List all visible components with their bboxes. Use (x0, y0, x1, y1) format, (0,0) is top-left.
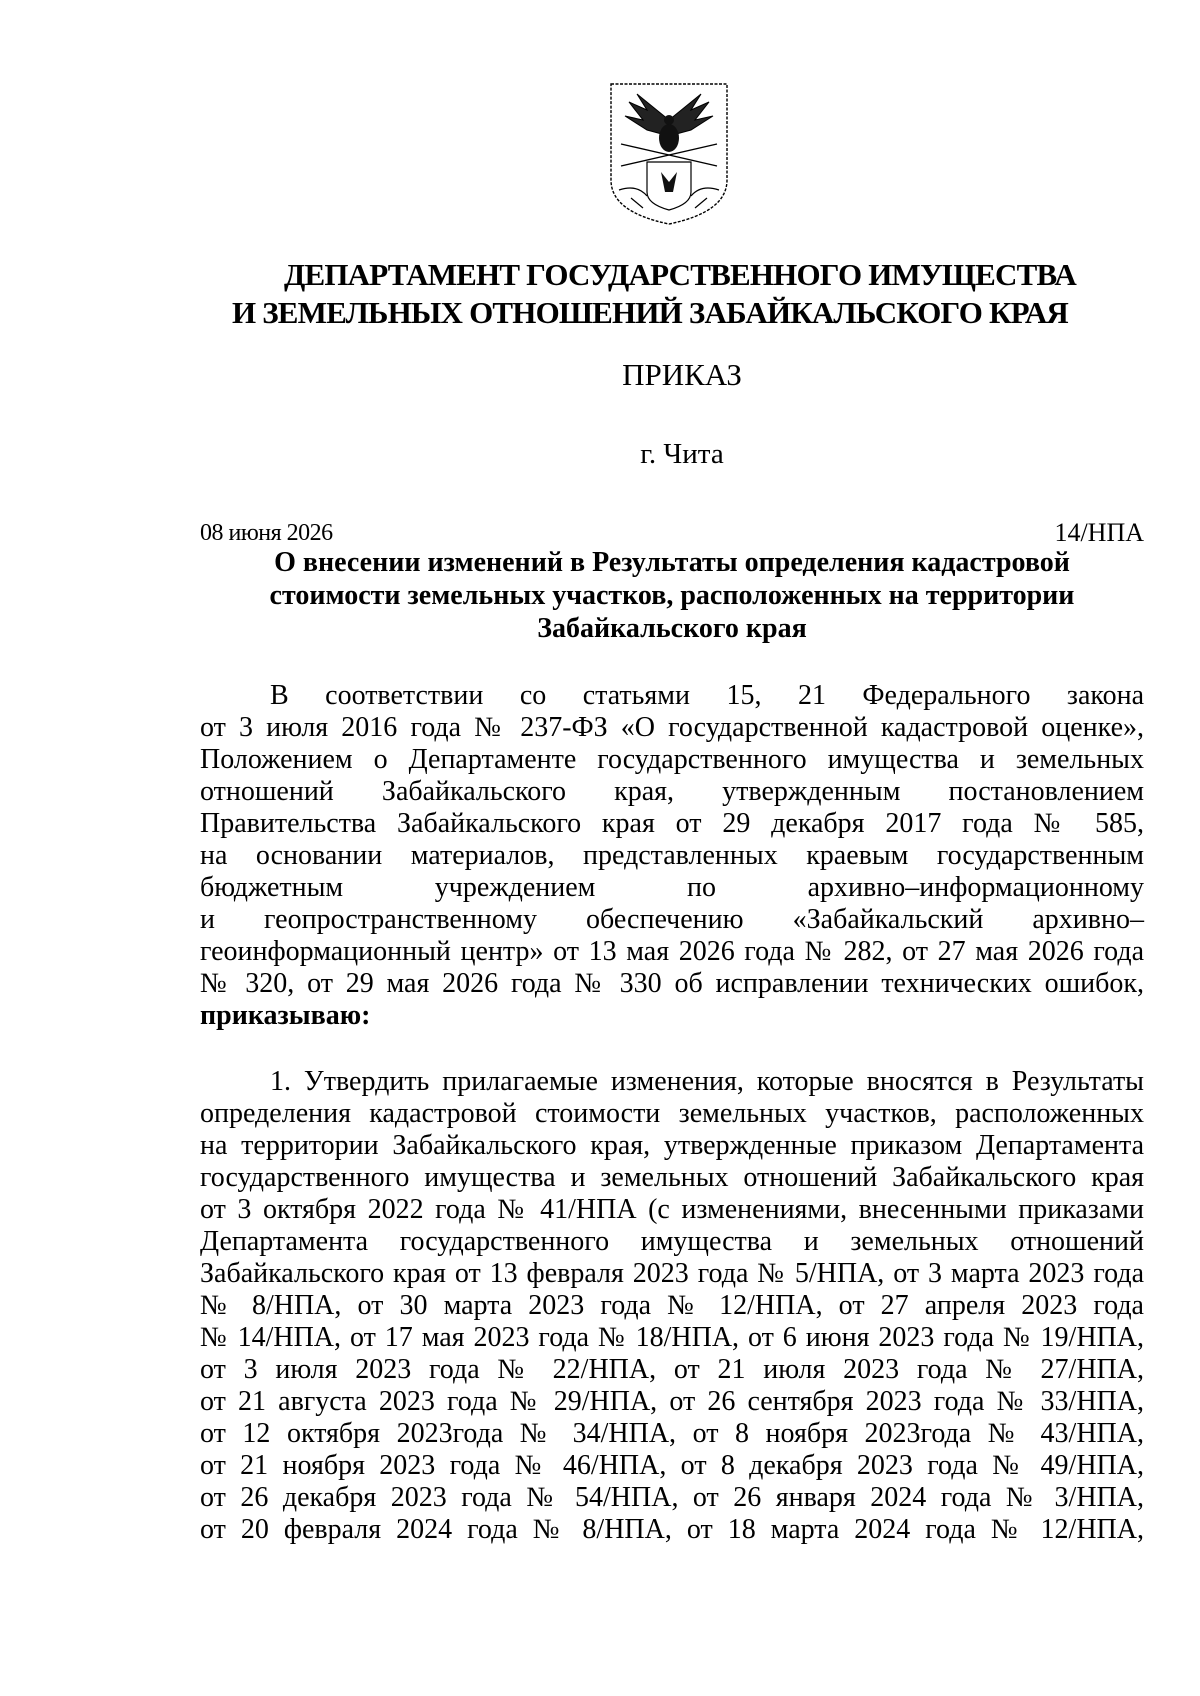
preamble-paragraph (200, 680, 1144, 1032)
item-1-paragraph (200, 1066, 1144, 1546)
city-name: г. Чита (640, 438, 724, 470)
text-line: на территории Забайкальского края, утвержденные приказом Департамента (200, 1130, 1144, 1161)
department-name-line1: ДЕПАРТАМЕНТ ГОСУДАРСТВЕННОГО ИМУЩЕСТВА (283, 257, 1077, 292)
text-line: от 21 ноября 2023 года № 46/НПА, от 8 декабря 2023 года № 49/НПА, (200, 1450, 1144, 1481)
department-name-line2: И ЗЕМЕЛЬНЫХ ОТНОШЕНИЙ ЗАБАЙКАЛЬСКОГО КРАЯ (231, 295, 1068, 330)
text-line: № 14/НПА, от 17 мая 2023 года № 18/НПА, от 6 июня 2023 года № 19/НПА, (200, 1322, 1144, 1353)
order-title-line: Забайкальского края (537, 613, 807, 644)
text-line: и геопространственному обеспечению «Забайкальский архивно– (200, 904, 1144, 935)
text-line: государственного имущества и земельных отношений Забайкальского края (200, 1162, 1144, 1193)
text-line: № 320, от 29 мая 2026 года № 330 об исправлении технических ошибок, (200, 968, 1144, 999)
text-line: от 26 декабря 2023 года № 54/НПА, от 26 января 2024 года № 3/НПА, (200, 1482, 1144, 1513)
coat-of-arms-icon (607, 80, 731, 228)
text-line: геоинформационный центр» от 13 мая 2026 года № 282, от 27 мая 2026 года (200, 936, 1144, 967)
order-title-line: О внесении изменений в Результаты определения кадастровой (274, 547, 1070, 578)
text-line: 1. Утвердить прилагаемые изменения, которые вносятся в Результаты (270, 1066, 1144, 1097)
text-line: от 21 августа 2023 года № 29/НПА, от 26 сентября 2023 года № 33/НПА, (200, 1386, 1144, 1417)
command-word: приказываю: (200, 1000, 371, 1031)
text-line: Забайкальского края от 13 февраля 2023 года № 5/НПА, от 3 марта 2023 года (200, 1258, 1144, 1289)
text-line: Департамента государственного имущества и земельных отношений (200, 1226, 1144, 1257)
order-title (200, 546, 1144, 645)
order-number: 14/НПА (1054, 518, 1144, 547)
text-line: от 3 июля 2023 года № 22/НПА, от 21 июля 2023 года № 27/НПА, (200, 1354, 1144, 1385)
text-line: № 8/НПА, от 30 марта 2023 года № 12/НПА, от 27 апреля 2023 года (200, 1290, 1144, 1321)
order-title-line: стоимости земельных участков, расположенных на территории (269, 580, 1075, 611)
text-line: на основании материалов, представленных краевым государственным (200, 840, 1144, 871)
text-line: Положением о Департаменте государственного имущества и земельных (200, 744, 1144, 775)
text-line: от 3 октября 2022 года № 41/НПА (с изменениями, внесенными приказами (200, 1194, 1144, 1225)
order-date: 08 июня 2026 (200, 520, 333, 546)
order-meta (200, 516, 1144, 550)
text-line: бюджетным учреждением по архивно–информационному (200, 872, 1144, 903)
text-line: от 3 июля 2016 года № 237-ФЗ «О государственной кадастровой оценке», (200, 712, 1144, 743)
text-line: В соответствии со статьями 15, 21 Федерального закона (270, 680, 1144, 711)
text-line: от 20 февраля 2024 года № 8/НПА, от 18 марта 2024 года № 12/НПА, (200, 1514, 1144, 1545)
text-line: отношений Забайкальского края, утвержденным постановлением (200, 776, 1144, 807)
department-name (170, 256, 1130, 332)
text-line: от 12 октября 2023года № 34/НПА, от 8 ноября 2023года № 43/НПА, (200, 1418, 1144, 1449)
document-type: ПРИКАЗ (622, 357, 742, 392)
text-line: определения кадастровой стоимости земельных участков, расположенных (200, 1098, 1144, 1129)
text-line: Правительства Забайкальского края от 29 декабря 2017 года № 585, (200, 808, 1144, 839)
